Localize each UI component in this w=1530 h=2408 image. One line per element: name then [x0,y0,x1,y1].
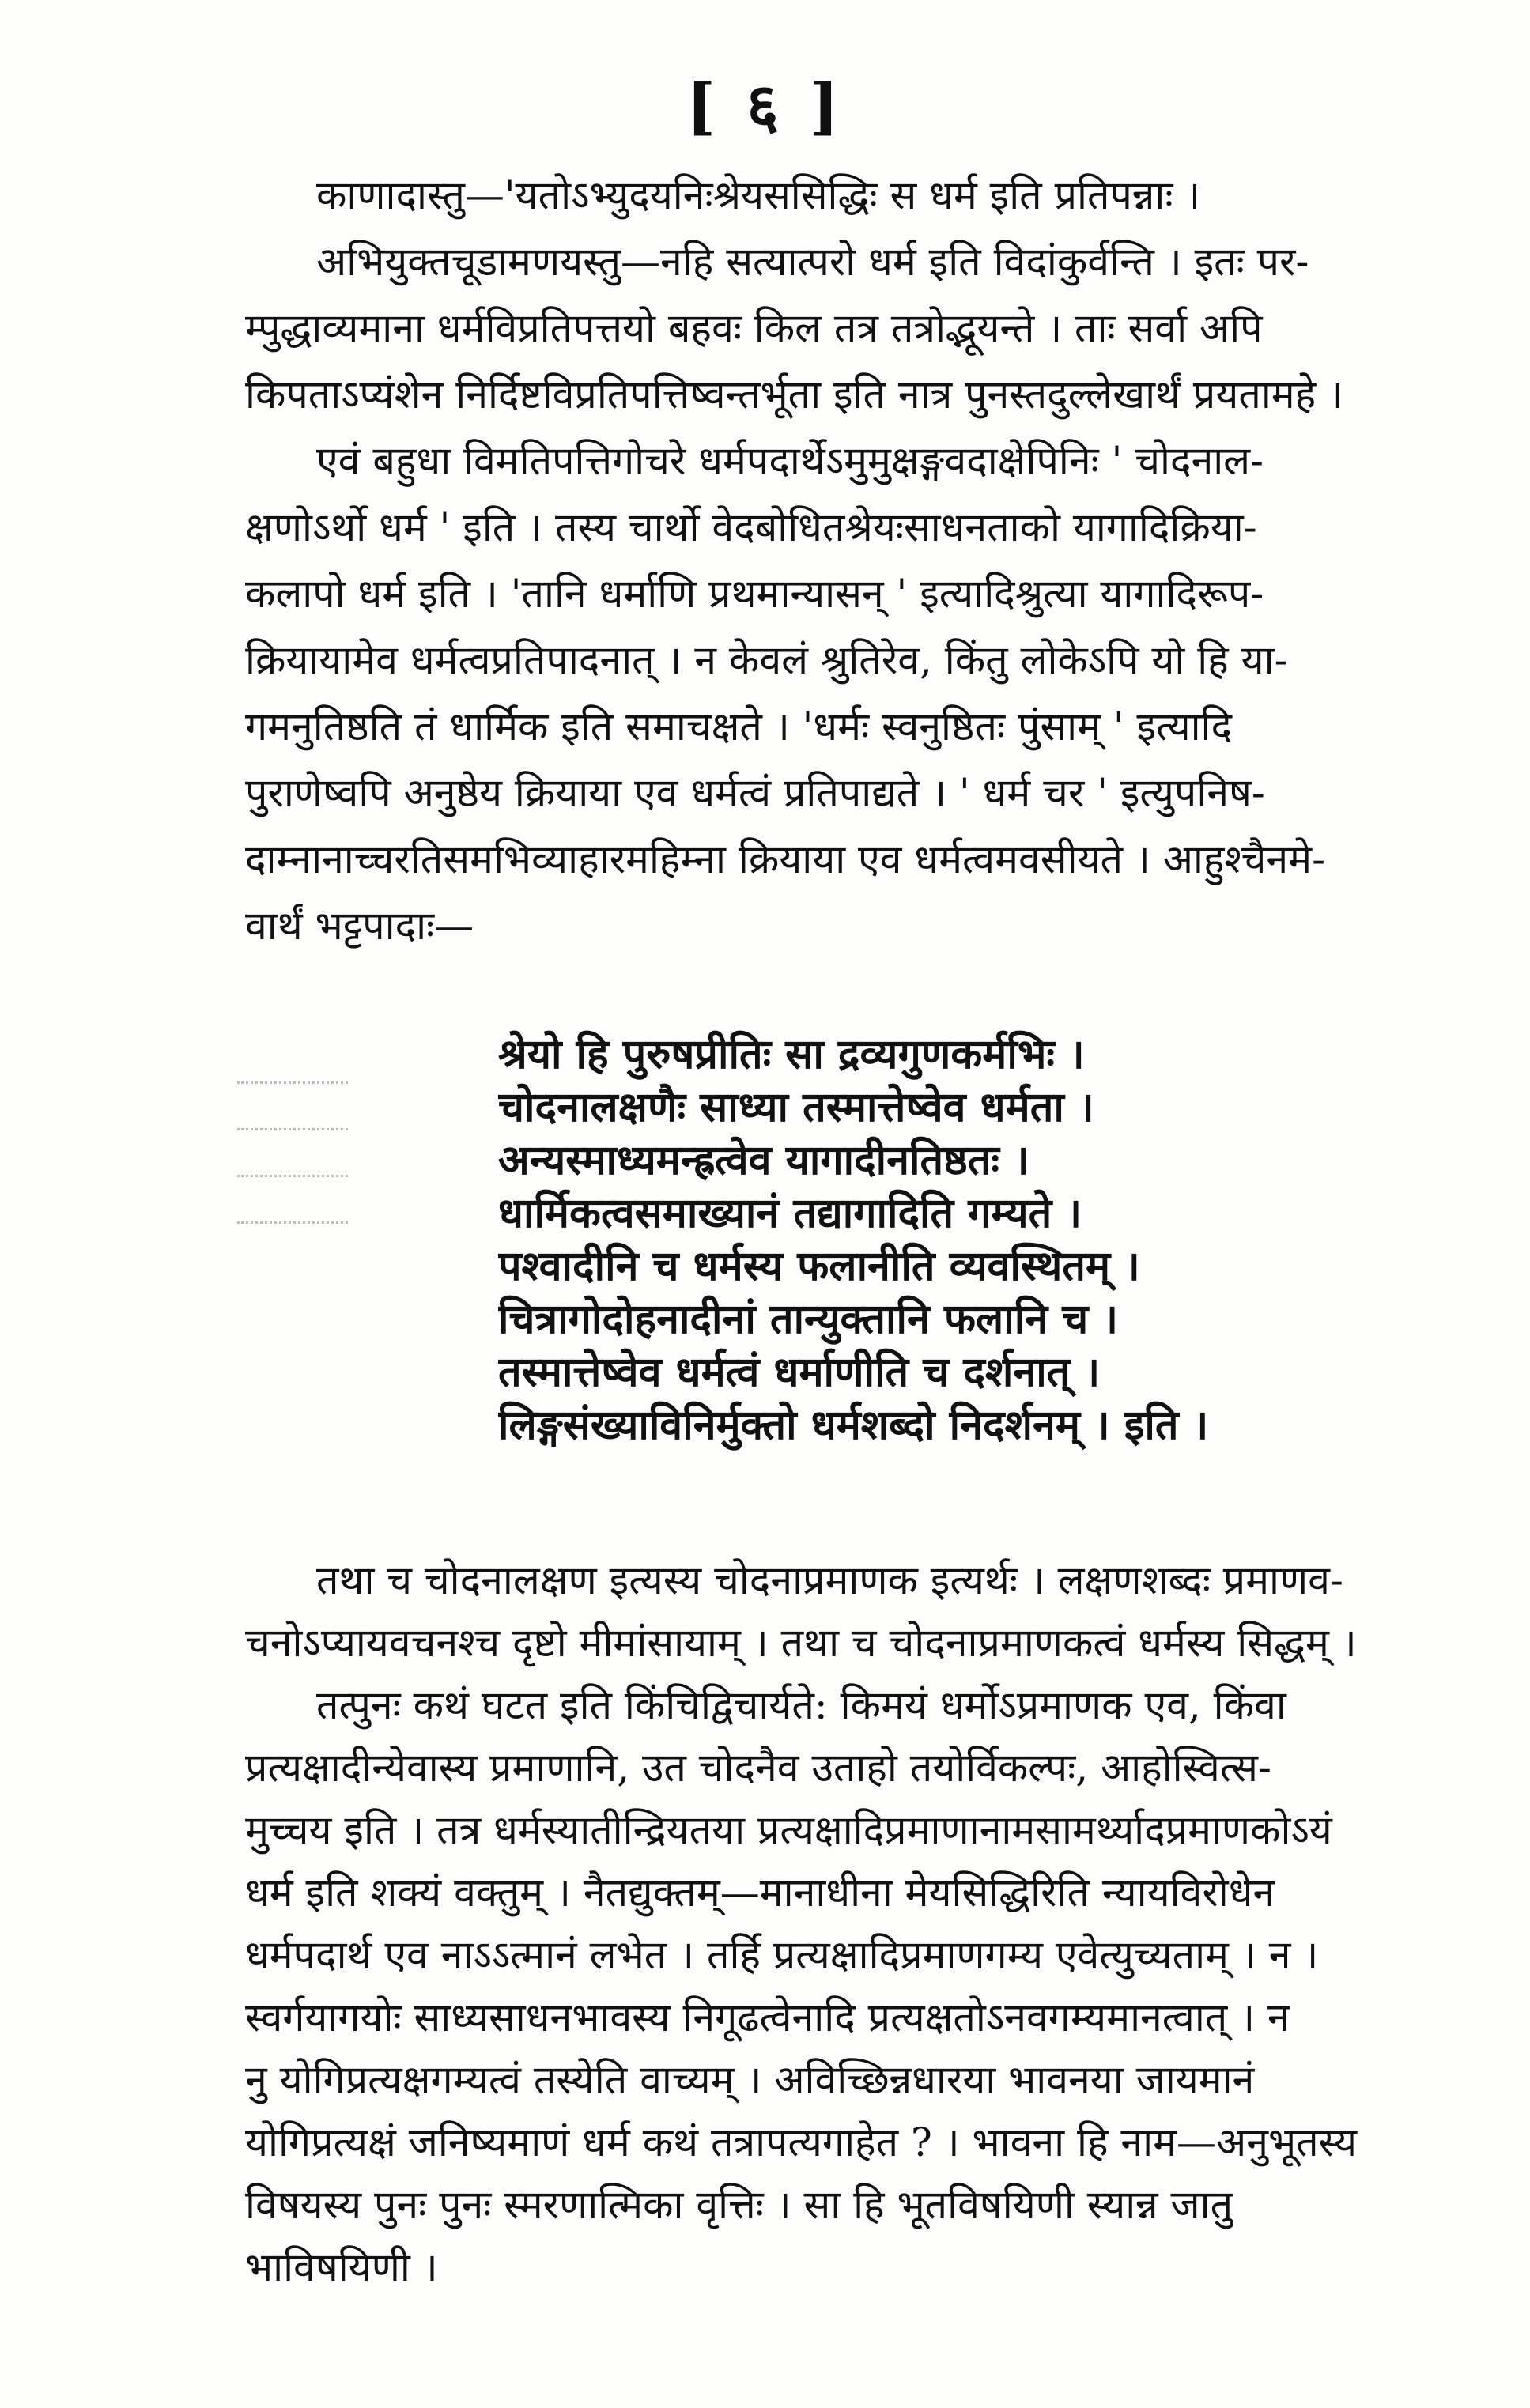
text-line: तथा च चोदनालक्षण इत्यस्य चोदनाप्रमाणक इत्यर्थः । लक्षणशब्दः प्रमाणव- [316,1557,1343,1603]
text-line: वार्थं भट्टपादाः— [245,903,474,949]
body-text-bottom [245,1549,1530,2299]
text-line: क्षणोऽर्थो धर्म ' इति । तस्य चार्थो वेदबोधितश्रेयःसाधनताको यागादिक्रिया- [245,504,1257,550]
text-line: दाम्नानाच्चरतिसमभिव्याहारमहिम्ना क्रियाया एव धर्मत्वमवसीयते । आहुश्चैनमे- [245,836,1325,882]
verse-line: धार्मिकत्वसमाख्यानं तद्यागादिति गम्यते । [498,1189,1082,1237]
text-line: भाविषयिणी । [245,2244,438,2290]
text-line: नु योगिप्रत्यक्षगम्यत्वं तस्येति वाच्यम् । अविच्छिन्नधारया भावनया जायमानं [245,2057,1255,2103]
verse-line: पश्वादीनि च धर्मस्य फलानीति व्यवस्थितम् । [498,1242,1140,1290]
verse-line: चोदनालक्षणैः साध्या तस्मात्तेष्वेव धर्मता । [498,1083,1094,1131]
text-line: किपताऽप्यंशेन निर्दिष्टविप्रतिपत्तिष्वन्तर्भूता इति नात्र पुनस्तदुल्लेखार्थं प्रयतामहे । [245,372,1344,417]
text-line: प्रत्यक्षादीन्येवास्य प्रमाणानि, उत चोदनैव उताहो तयोर्विकल्पः, आहोस्वित्स- [245,1745,1271,1791]
verse-line: तस्मात्तेष्वेव धर्मत्वं धर्माणीति च दर्शनात् । [498,1348,1101,1396]
text-line: चनोऽप्यायवचनश्च दृष्टो मीमांसायाम् । तथा च चोदनाप्रमाणकत्वं धर्मस्य सिद्धम् । [245,1620,1357,1666]
margin-smudges [237,1044,348,1344]
body-text-top [245,162,1530,959]
text-line: पुराणेष्वपि अनुष्ठेय क्रियाया एव धर्मत्वं प्रतिपाद्यते । ' धर्म चर ' इत्युपनिष- [245,770,1265,816]
page-number: [ ६ ] [686,70,844,142]
text-line: स्वर्गयागयोः साध्यसाधनभावस्य निगूढत्वेनादि प्रत्यक्षतोऽनवगम्यमानत्वात् । न [245,1995,1290,2040]
text-line: म्पुद्धाव्यमाना धर्मविप्रतिपत्तयो बहवः किल तत्र तत्रोद्भूयन्ते । ताः सर्वा अपि [245,305,1263,351]
text-line: काणादास्तु—'यतोऽभ्युदयनिःश्रेयससिद्धिः स धर्म इति प्रतिपन्नाः । [316,172,1201,218]
text-line: क्रियायामेव धर्मत्वप्रतिपादनात् । न केवलं श्रुतिरेव, किंतु लोकेऽपि यो हि या- [245,637,1288,683]
text-line: अभियुक्तचूडामणयस्तु—नहि सत्यात्परो धर्म इति विदांकुर्वन्ति । इतः पर- [316,239,1309,285]
verse-line: चित्रागोदोहनादीनां तान्युक्तानि फलानि च । [498,1295,1119,1343]
verse-block [498,1028,1494,1451]
verse-line: लिङ्गसंख्याविनिर्मुक्तो धर्मशब्दो निदर्शनम् । इति । [498,1401,1209,1449]
text-line: मुच्चय इति । तत्र धर्मस्यातीन्द्रियतया प्रत्यक्षादिप्रमाणानामसामर्थ्यादप्रमाणकोऽयं [245,1807,1332,1853]
text-line: योगिप्रत्यक्षं जनिष्यमाणं धर्म कथं तत्रापत्यगाहेत ? । भावना हि नाम—अनुभूतस्य [245,2119,1358,2165]
text-line: तत्पुनः कथं घटत इति किंचिद्विचार्यते: किमयं धर्मोऽप्रमाणक एव, किंवा [316,1682,1286,1728]
text-line: गमनुतिष्ठति तं धार्मिक इति समाचक्षते । 'धर्मः स्वनुष्ठितः पुंसाम् ' इत्यादि [245,704,1233,749]
verse-line: श्रेयो हि पुरुषप्रीतिः सा द्रव्यगुणकर्मभिः । [498,1030,1085,1078]
text-line: एवं बहुधा विमतिपत्तिगोचरे धर्मपदार्थेऽमुमुक्षङ्गवदाक्षेपिनिः ' चोदनाल- [316,438,1264,484]
text-line: कलापो धर्म इति । 'तानि धर्माणि प्रथमान्यासन् ' इत्यादिश्रुत्या यागादिरूप- [245,571,1264,617]
verse-line: अन्यस्माध्यमन्ह्रत्वेव यागादीनतिष्ठतः । [498,1136,1029,1184]
text-line: धर्म इति शक्यं वक्तुम् । नैतद्युक्तम्—मानाधीना मेयसिद्धिरिति न्यायविरोधेन [245,1870,1275,1915]
text-line: धर्मपदार्थ एव नाऽऽत्मानं लभेत । तर्हि प्रत्यक्षादिप्रमाणगम्य एवेत्युच्यताम् । न । [245,1932,1319,1978]
text-line: विषयस्य पुनः पुनः स्मरणात्मिका वृत्तिः । सा हि भूतविषयिणी स्यान्न जातु [245,2182,1233,2228]
